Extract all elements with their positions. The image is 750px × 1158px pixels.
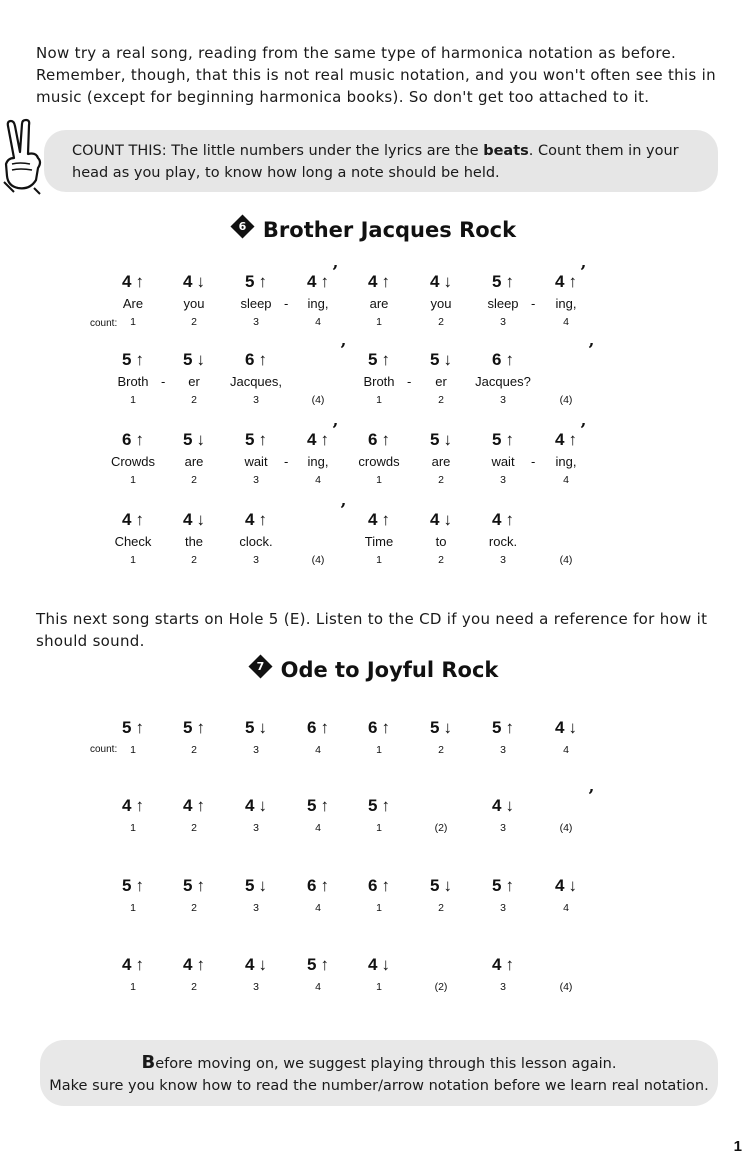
- note: [164, 876, 224, 896]
- lyric: wait: [491, 454, 515, 469]
- beat-count: 4: [315, 744, 321, 756]
- hole-number: 4: [245, 955, 255, 974]
- blow-arrow-icon: ↑: [135, 350, 144, 369]
- draw-arrow-icon: ↓: [443, 718, 452, 737]
- lyric: Time: [364, 534, 394, 549]
- beat-count: 1: [376, 902, 382, 914]
- hole-number: 5: [430, 718, 440, 737]
- beat-count: 3: [500, 822, 506, 834]
- beat-count: 1: [130, 474, 136, 486]
- hole-number: 4: [183, 272, 193, 291]
- note: [473, 796, 533, 816]
- hole-number: 5: [122, 718, 132, 737]
- beat-count: (4): [559, 822, 573, 834]
- hole-number: 5: [307, 796, 317, 815]
- note: [349, 876, 409, 896]
- note: [536, 430, 596, 450]
- blow-arrow-icon: ↑: [505, 718, 514, 737]
- blow-arrow-icon: ↑: [196, 876, 205, 895]
- blow-arrow-icon: ↑: [135, 430, 144, 449]
- beat-count: (2): [434, 981, 448, 993]
- note: [536, 876, 596, 896]
- hole-number: 6: [368, 876, 378, 895]
- note: [473, 430, 533, 450]
- beat-count: 2: [191, 316, 197, 328]
- hole-number: 5: [245, 430, 255, 449]
- beat-count: 1: [130, 981, 136, 993]
- notation-row: [0, 955, 750, 1015]
- note: [288, 718, 348, 738]
- beat-count: (4): [559, 554, 573, 566]
- hole-number: 5: [430, 430, 440, 449]
- footer-text: Before moving on, we suggest playing through this lesson again. Make sure you know how to read the number/arrow notation before we learn real notation.: [49, 1052, 709, 1094]
- breath-mark: ’: [332, 262, 339, 283]
- hole-number: 5: [183, 350, 193, 369]
- draw-arrow-icon: ↓: [258, 718, 267, 737]
- note: [226, 350, 286, 370]
- hole-number: 4: [492, 955, 502, 974]
- lyric: wait: [244, 454, 268, 469]
- hole-number: 4: [183, 955, 193, 974]
- note: [349, 272, 409, 292]
- blow-arrow-icon: ↑: [135, 510, 144, 529]
- blow-arrow-icon: ↑: [258, 272, 267, 291]
- blow-arrow-icon: ↑: [258, 430, 267, 449]
- blow-arrow-icon: ↑: [320, 718, 329, 737]
- notation-row: [0, 876, 750, 936]
- blow-arrow-icon: ↑: [505, 350, 514, 369]
- note: [411, 272, 471, 292]
- beat-count: 2: [191, 981, 197, 993]
- hole-number: 5: [430, 350, 440, 369]
- beat-count: (4): [559, 981, 573, 993]
- beat-count: 3: [500, 474, 506, 486]
- note: [349, 510, 409, 530]
- breath-mark: ’: [340, 500, 347, 521]
- hole-number: 4: [245, 796, 255, 815]
- note: [536, 718, 596, 738]
- hole-number: 5: [492, 430, 502, 449]
- syllable-dash: -: [531, 296, 536, 311]
- beat-count: 4: [315, 981, 321, 993]
- hole-number: 5: [122, 876, 132, 895]
- beat-count: 3: [253, 981, 259, 993]
- note: [226, 796, 286, 816]
- blow-arrow-icon: ↑: [320, 272, 329, 291]
- note: [288, 796, 348, 816]
- note: [288, 955, 348, 975]
- draw-arrow-icon: ↓: [196, 272, 205, 291]
- hole-number: 6: [307, 718, 317, 737]
- beat-count: 1: [130, 822, 136, 834]
- blow-arrow-icon: ↑: [135, 796, 144, 815]
- hole-number: 4: [368, 510, 378, 529]
- note: [164, 955, 224, 975]
- breath-mark: ’: [580, 262, 587, 283]
- lyric: ing,: [307, 454, 329, 469]
- draw-arrow-icon: ↓: [258, 876, 267, 895]
- lyric: sleep: [487, 296, 519, 311]
- beat-count: 2: [438, 744, 444, 756]
- blow-arrow-icon: ↑: [568, 272, 577, 291]
- beat-count: 2: [191, 474, 197, 486]
- note: [226, 955, 286, 975]
- blow-arrow-icon: ↑: [135, 955, 144, 974]
- hole-number: 6: [245, 350, 255, 369]
- syllable-dash: -: [284, 296, 289, 311]
- draw-arrow-icon: ↓: [443, 272, 452, 291]
- blow-arrow-icon: ↑: [320, 955, 329, 974]
- lyric: er: [188, 374, 200, 389]
- draw-arrow-icon: ↓: [196, 510, 205, 529]
- note: [226, 718, 286, 738]
- note: [473, 876, 533, 896]
- beat-count: 1: [376, 394, 382, 406]
- hole-number: 4: [245, 510, 255, 529]
- beat-count: 2: [191, 394, 197, 406]
- blow-arrow-icon: ↑: [381, 796, 390, 815]
- hole-number: 4: [430, 272, 440, 291]
- note: [473, 718, 533, 738]
- beat-count: 3: [500, 554, 506, 566]
- beat-count: 4: [563, 474, 569, 486]
- hole-number: 4: [555, 272, 565, 291]
- beat-count: 3: [500, 981, 506, 993]
- beat-count: (4): [311, 394, 325, 406]
- draw-arrow-icon: ↓: [443, 876, 452, 895]
- note: [411, 430, 471, 450]
- song-number-badge: 7: [248, 654, 272, 678]
- beat-count: 3: [500, 902, 506, 914]
- blow-arrow-icon: ↑: [505, 272, 514, 291]
- blow-arrow-icon: ↑: [135, 718, 144, 737]
- note: [411, 510, 471, 530]
- lyric: er: [435, 374, 447, 389]
- intro-paragraph: Now try a real song, reading from the same type of harmonica notation as before. Remember, though, that this is not real music notation, and you won't often see this in music (except for beginning harmonica books). So don't get too attached to it.: [36, 44, 716, 106]
- hole-number: 4: [492, 510, 502, 529]
- lyric: to: [435, 534, 447, 549]
- song-number-badge: 6: [230, 214, 254, 238]
- draw-arrow-icon: ↓: [196, 350, 205, 369]
- hole-number: 4: [122, 272, 132, 291]
- hole-number: 5: [245, 718, 255, 737]
- beat-count: 3: [253, 744, 259, 756]
- beat-count: 1: [376, 981, 382, 993]
- beat-count: 1: [376, 474, 382, 486]
- syllable-dash: -: [531, 454, 536, 469]
- hole-number: 4: [122, 510, 132, 529]
- hole-number: 5: [122, 350, 132, 369]
- lyric: Broth: [117, 374, 149, 389]
- note: [103, 430, 163, 450]
- blow-arrow-icon: ↑: [505, 510, 514, 529]
- hole-number: 4: [307, 272, 317, 291]
- beat-count: 1: [130, 394, 136, 406]
- beat-count: 4: [563, 316, 569, 328]
- hole-number: 4: [555, 430, 565, 449]
- notation-row: [0, 500, 750, 570]
- hole-number: 4: [122, 796, 132, 815]
- notation-row: [0, 420, 750, 490]
- breath-mark: ’: [588, 340, 595, 361]
- lyric: are: [369, 296, 389, 311]
- blow-arrow-icon: ↑: [381, 350, 390, 369]
- lyric: crowds: [358, 454, 400, 469]
- syllable-dash: -: [161, 374, 166, 389]
- beat-count: 1: [130, 316, 136, 328]
- hole-number: 4: [368, 272, 378, 291]
- breath-mark: ’: [588, 786, 595, 807]
- beat-count: 3: [500, 316, 506, 328]
- lyric: rock.: [488, 534, 518, 549]
- hole-number: 6: [492, 350, 502, 369]
- draw-arrow-icon: ↓: [505, 796, 514, 815]
- note: [164, 430, 224, 450]
- syllable-dash: -: [407, 374, 412, 389]
- note: [411, 350, 471, 370]
- blow-arrow-icon: ↑: [196, 796, 205, 815]
- lyric: Broth: [363, 374, 395, 389]
- note: [103, 510, 163, 530]
- beat-count: 3: [253, 316, 259, 328]
- hole-number: 4: [555, 876, 565, 895]
- hole-number: 4: [555, 718, 565, 737]
- blow-arrow-icon: ↑: [135, 876, 144, 895]
- blow-arrow-icon: ↑: [258, 510, 267, 529]
- note: [103, 350, 163, 370]
- notation-row: [0, 718, 750, 778]
- beat-count: 2: [191, 744, 197, 756]
- breath-mark: ’: [340, 340, 347, 361]
- lyric: you: [430, 296, 452, 311]
- note: [473, 955, 533, 975]
- note: [164, 510, 224, 530]
- count-label: count:: [90, 318, 118, 329]
- beat-count: 1: [376, 822, 382, 834]
- draw-arrow-icon: ↓: [258, 955, 267, 974]
- beat-count: 1: [130, 744, 136, 756]
- note: [536, 272, 596, 292]
- beat-count: 3: [253, 554, 259, 566]
- hole-number: 4: [183, 796, 193, 815]
- beat-count: 2: [438, 902, 444, 914]
- blow-arrow-icon: ↑: [505, 876, 514, 895]
- hole-number: 4: [368, 955, 378, 974]
- beat-count: 1: [130, 902, 136, 914]
- note: [226, 510, 286, 530]
- song-6-title: 6 Brother Jacques Rock: [0, 218, 750, 242]
- note: [349, 350, 409, 370]
- blow-arrow-icon: ↑: [196, 718, 205, 737]
- note: [288, 430, 348, 450]
- hole-number: 5: [492, 718, 502, 737]
- beat-count: 4: [563, 902, 569, 914]
- beat-count: 4: [563, 744, 569, 756]
- note: [288, 272, 348, 292]
- lyric: Check: [114, 534, 152, 549]
- middle-paragraph: This next song starts on Hole 5 (E). Listen to the CD if you need a reference for how it should sound.: [36, 610, 708, 650]
- lyric: sleep: [240, 296, 272, 311]
- beat-count: 1: [130, 554, 136, 566]
- hole-number: 4: [307, 430, 317, 449]
- beat-count: 1: [376, 744, 382, 756]
- lyric: Jacques,: [229, 374, 283, 389]
- blow-arrow-icon: ↑: [381, 510, 390, 529]
- blow-arrow-icon: ↑: [505, 430, 514, 449]
- beat-count: 4: [315, 474, 321, 486]
- note: [349, 796, 409, 816]
- note: [349, 955, 409, 975]
- draw-arrow-icon: ↓: [568, 876, 577, 895]
- draw-arrow-icon: ↓: [443, 350, 452, 369]
- blow-arrow-icon: ↑: [320, 876, 329, 895]
- blow-arrow-icon: ↑: [381, 272, 390, 291]
- lyric: are: [431, 454, 451, 469]
- hole-number: 6: [122, 430, 132, 449]
- note: [473, 510, 533, 530]
- note: [226, 876, 286, 896]
- beat-count: 3: [253, 394, 259, 406]
- note: [349, 430, 409, 450]
- draw-arrow-icon: ↓: [258, 796, 267, 815]
- hole-number: 6: [368, 430, 378, 449]
- hole-number: 4: [183, 510, 193, 529]
- note: [164, 718, 224, 738]
- hole-number: 5: [492, 876, 502, 895]
- lyric: the: [184, 534, 204, 549]
- beat-count: (4): [311, 554, 325, 566]
- note: [164, 796, 224, 816]
- lyric: Jacques?: [475, 374, 531, 389]
- beat-count: 2: [438, 554, 444, 566]
- hole-number: 4: [492, 796, 502, 815]
- notation-row: [0, 262, 750, 332]
- hole-number: 5: [307, 955, 317, 974]
- note: [103, 796, 163, 816]
- hole-number: 5: [183, 876, 193, 895]
- hole-number: 4: [122, 955, 132, 974]
- beat-count: 3: [253, 822, 259, 834]
- note: [411, 718, 471, 738]
- note: [473, 350, 533, 370]
- lyric: are: [184, 454, 204, 469]
- peace-hand-icon: [0, 118, 46, 196]
- beat-count: 1: [376, 316, 382, 328]
- blow-arrow-icon: ↑: [320, 796, 329, 815]
- beat-count: 3: [500, 744, 506, 756]
- count-label: count:: [90, 744, 118, 755]
- blow-arrow-icon: ↑: [568, 430, 577, 449]
- blow-arrow-icon: ↑: [320, 430, 329, 449]
- blow-arrow-icon: ↑: [196, 955, 205, 974]
- draw-arrow-icon: ↓: [381, 955, 390, 974]
- hole-number: 5: [245, 272, 255, 291]
- beat-count: 3: [253, 902, 259, 914]
- blow-arrow-icon: ↑: [258, 350, 267, 369]
- hole-number: 5: [183, 430, 193, 449]
- note: [349, 718, 409, 738]
- blow-arrow-icon: ↑: [505, 955, 514, 974]
- hole-number: 5: [368, 350, 378, 369]
- syllable-dash: -: [284, 454, 289, 469]
- beat-count: 4: [315, 316, 321, 328]
- note: [103, 272, 163, 292]
- breath-mark: ’: [580, 420, 587, 441]
- beat-count: (4): [559, 394, 573, 406]
- tip-text: COUNT THIS: The little numbers under the lyrics are the beats. Count them in your head as you play, to know how long a note should be held.: [72, 143, 679, 181]
- note: [226, 430, 286, 450]
- blow-arrow-icon: ↑: [381, 430, 390, 449]
- lyric: clock.: [239, 534, 273, 549]
- lyric: ing,: [307, 296, 329, 311]
- beat-count: 2: [438, 474, 444, 486]
- draw-arrow-icon: ↓: [568, 718, 577, 737]
- beat-count: 3: [253, 474, 259, 486]
- hole-number: 5: [430, 876, 440, 895]
- beat-count: 2: [191, 822, 197, 834]
- beat-count: 3: [500, 394, 506, 406]
- beat-count: (2): [434, 822, 448, 834]
- beat-count: 2: [191, 902, 197, 914]
- lyric: ing,: [555, 454, 577, 469]
- beat-count: 2: [438, 316, 444, 328]
- hole-number: 5: [492, 272, 502, 291]
- blow-arrow-icon: ↑: [381, 718, 390, 737]
- hole-number: 5: [183, 718, 193, 737]
- beat-count: 2: [191, 554, 197, 566]
- note: [288, 876, 348, 896]
- note: [473, 272, 533, 292]
- beat-count: 1: [376, 554, 382, 566]
- note: [164, 272, 224, 292]
- draw-arrow-icon: ↓: [443, 430, 452, 449]
- beat-count: 4: [315, 902, 321, 914]
- note: [164, 350, 224, 370]
- note: [226, 272, 286, 292]
- note: [103, 955, 163, 975]
- draw-arrow-icon: ↓: [196, 430, 205, 449]
- lyric: Are: [122, 296, 144, 311]
- lyric: Crowds: [110, 454, 156, 469]
- notation-row: [0, 786, 750, 856]
- song-7-title: 7 Ode to Joyful Rock: [0, 658, 750, 682]
- hole-number: 6: [368, 718, 378, 737]
- breath-mark: ’: [332, 420, 339, 441]
- draw-arrow-icon: ↓: [443, 510, 452, 529]
- notation-row: [0, 340, 750, 410]
- hole-number: 6: [307, 876, 317, 895]
- note: [103, 876, 163, 896]
- beat-count: 4: [315, 822, 321, 834]
- page-number: 1: [733, 1138, 742, 1155]
- note: [411, 876, 471, 896]
- beat-count: 2: [438, 394, 444, 406]
- lyric: ing,: [555, 296, 577, 311]
- hole-number: 5: [245, 876, 255, 895]
- hole-number: 5: [368, 796, 378, 815]
- note: [103, 718, 163, 738]
- lyric: you: [183, 296, 205, 311]
- blow-arrow-icon: ↑: [381, 876, 390, 895]
- blow-arrow-icon: ↑: [135, 272, 144, 291]
- hole-number: 4: [430, 510, 440, 529]
